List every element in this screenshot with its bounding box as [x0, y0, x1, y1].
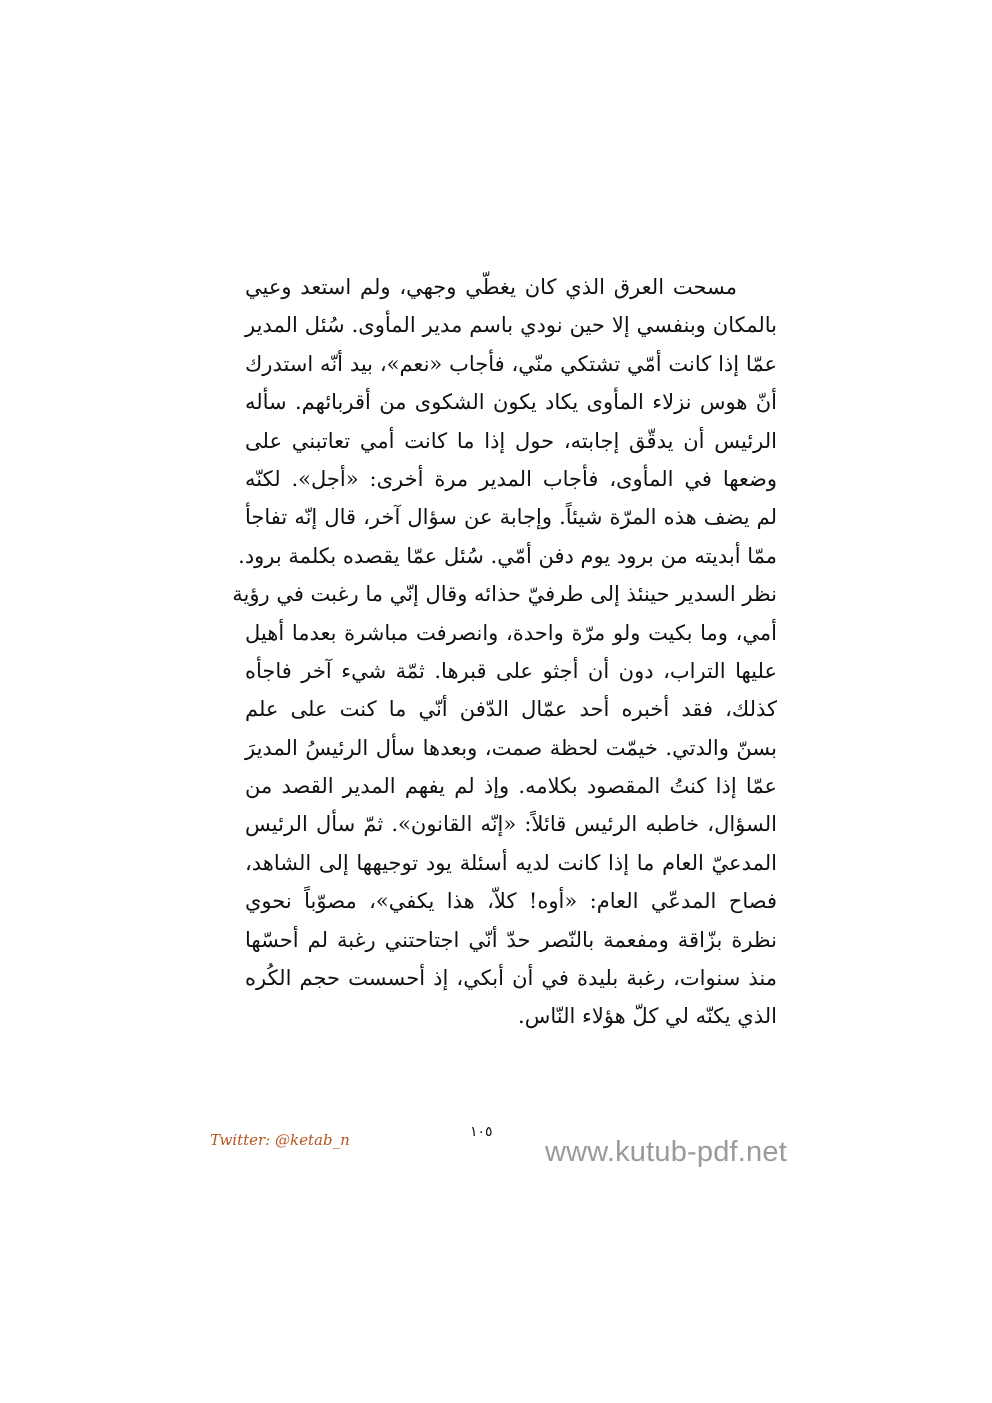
text-line: كذلك، فقد أخبره أحد عمّال الدّفن أنّي ما كنت على علم [245, 697, 777, 722]
text-line: وضعها في المأوى، فأجاب المدير مرة أخرى: «أجل». لكنّه [245, 466, 777, 491]
text-line: بسنّ والدتي. خيمّت لحظة صمت، وبعدها سأل الرئيسُ المديرَ [245, 735, 777, 760]
text-line: لم يضف هذه المرّة شيئاً. وإجابة عن سؤال آخر، قال إنّه تفاجأ [245, 505, 777, 530]
text-line: أمي، وما بكيت ولو مرّة واحدة، وانصرفت مباشرة بعدما أهيل [245, 620, 777, 645]
text-line: أنّ هوس نزلاء المأوى يكاد يكون الشكوى من أقربائهم. سأله [245, 390, 777, 415]
twitter-handle: Twitter: @ketab_n [210, 1131, 350, 1149]
text-line: عمّا إذا كانت أمّي تشتكي منّي، فأجاب «نعم»، بيد أنّه استدرك [245, 351, 777, 376]
text-line: الذي يكنّه لي كلّ هؤلاء النّاس. [518, 1004, 777, 1029]
text-line: عمّا إذا كنتُ المقصود بكلامه. وإذ لم يفهم المدير القصد من [245, 774, 777, 799]
text-line: فصاح المدعّي العام: «أوه! كلاّ، هذا يكفي»، مصوّباً نحوي [245, 889, 777, 914]
body-text [232, 268, 778, 1036]
text-line: نظرة بزّاقة ومفعمة بالنّصر حدّ أنّي اجتاحتني رغبة لم أحسّها [245, 927, 777, 952]
text-line: منذ سنوات، رغبة بليدة في أن أبكي، إذ أحسست حجم الكُره [245, 966, 777, 991]
text-line: السؤال، خاطبه الرئيس قائلاً: «إنّه القانون». ثمّ سأل الرئيس [245, 812, 777, 837]
page-number: ١٠٥ [470, 1124, 493, 1140]
text-line: نظر السدير حينئذ إلى طرفيّ حذائه وقال إنّي ما رغبت في رؤية [232, 582, 777, 607]
text-line: مسحت العرق الذي كان يغطّي وجهي، ولم استعد وعيي [245, 275, 737, 299]
text-line: الرئيس أن يدقّق إجابته، حول إذا ما كانت أمي تعاتبني على [245, 428, 777, 453]
site-watermark: www.kutub-pdf.net [545, 1136, 787, 1168]
text-line: ممّا أبديته من برود يوم دفن أمّي. سُئل عمّا يقصده بكلمة برود. [238, 543, 777, 568]
text-line: بالمكان وبنفسي إلا حين نودي باسم مدير المأوى. سُئل المدير [245, 313, 778, 338]
text-line: عليها التراب، دون أن أجثو على قبرها. ثمّة شيء آخر فاجأه [245, 658, 777, 683]
text-line: المدعيّ العام ما إذا كانت لديه أسئلة يود توجيهها إلى الشاهد، [245, 850, 777, 875]
